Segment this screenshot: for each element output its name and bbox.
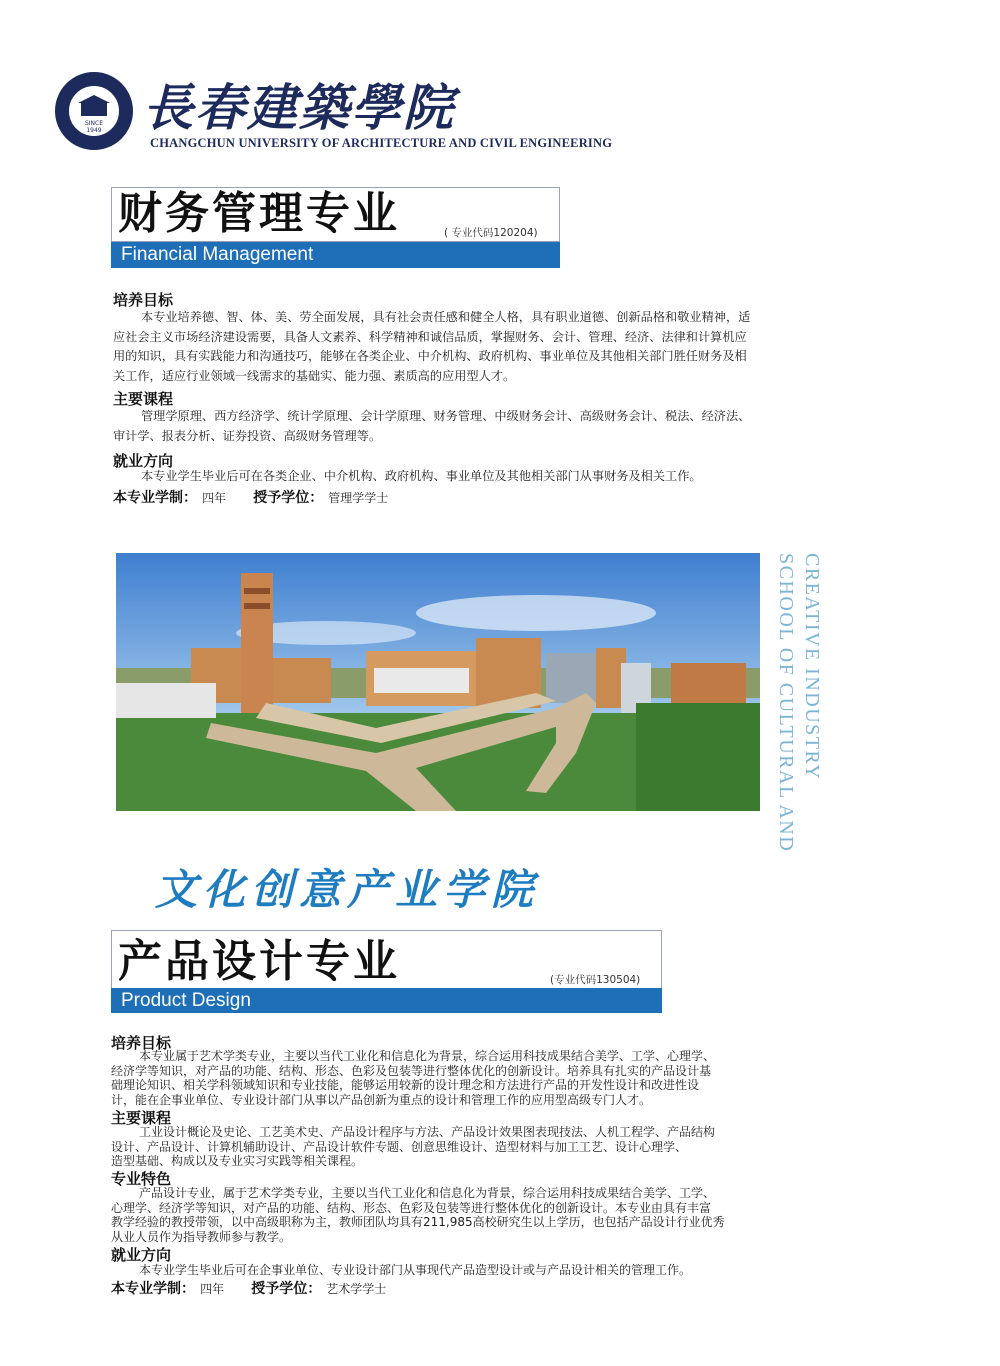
major2-career-text: 本专业学生毕业后可在企事业单位、专业设计部门从事现代产品造型设计或与产品设计相关的管理工作。 [139,1263,692,1277]
major1-goal-heading: 培养目标 [113,291,174,309]
major1-career-text: 本专业学生毕业后可在各类企业、中介机构、政府机构、事业单位及其他相关部门从事财务及相关工作。 [141,469,702,483]
major2-english-band: Product Design [111,988,662,1013]
major1-career-heading: 就业方向 [113,452,174,470]
university-name-cn: 長春建築學院 [143,78,455,137]
major1-degree-value: 管理学学士 [328,491,389,505]
university-seal [55,72,133,150]
major1-course-heading: 主要课程 [113,390,174,408]
major2-code: (专业代码130504) [550,974,641,986]
major2-title: 产品设计专业 [118,936,400,987]
major1-code: ( 专业代码120204) [444,227,538,239]
school-name-cn: 文化创意产业学院 [155,865,540,914]
major1-duration-value: 四年 [202,491,227,505]
campus-photo [116,553,760,811]
major2-goal-text: 本专业属于艺术学类专业，主要以当代工业化和信息化为背景，综合运用科技成果结合美学、工学、心理学、 经济学等知识，对产品的功能、结构、形态、色彩及包装等进行整体优化的创新设计。培养具有扎实的产品设计基 础理论知识、相关学科领域知识和专业技能，能够运用较新的设计理念和方法进行产品的开发性设计和改进性设 计，能在企事业单位、专业设计部门从事以产品创新为重点的设计和管理工作的应用型高级专门人才。 [111,1049,716,1107]
school-english-vertical [770,553,830,898]
school-english-line-1: SCHOOL OF CULTURAL AND [775,553,797,853]
major2-feature-heading: 专业特色 [111,1170,172,1188]
major1-course-text: 管理学原理、西方经济学、统计学原理、会计学原理、财务管理、中级财务会计、高级财务会计、税法、经济法、 审计学、报表分析、证券投资、高级财务管理等。 [113,409,751,443]
major2-degree-label: 授予学位： [251,1281,322,1297]
major2-course-text: 工业设计概论及史论、工艺美术史、产品设计程序与方法、产品设计效果图表现技法、人机工程学、产品结构 设计、产品设计、计算机辅助设计、产品设计软件专题、创意思维设计、造型材料与加工工艺、设计心理学、 造型基础、构成以及专业实习实践等相关课程。 [111,1125,716,1168]
major2-degree-value: 艺术学学士 [326,1282,387,1296]
major2-career-heading: 就业方向 [111,1246,172,1264]
major2-goal-heading: 培养目标 [111,1034,172,1052]
major1-degree-label: 授予学位： [253,490,324,506]
major2-duration-value: 四年 [200,1282,225,1296]
major2-feature-text: 产品设计专业，属于艺术学类专业，主要以当代工业化和信息化为背景，综合运用科技成果结合美学、工学、 心理学、经济学等知识，对产品的功能、结构、形态、色彩及包装等进行整体优化的创新设计。本专业由具有丰富 教学经验的教授带领，以中高级职称为主，教师团队均具有211,985高校研究生以上学历，也包括产品设计行业优秀 从业人员作为指导教师参与教学。 [111,1186,725,1244]
seal-text: SINCE 1949 [84,120,104,134]
major1-meta [113,487,388,507]
school-english-line-2: CREATIVE INDUSTRY [801,553,823,781]
university-name-en: CHANGCHUN UNIVERSITY OF ARCHITECTURE AND CIVIL ENGINEERING [150,136,613,150]
major2-course-heading: 主要课程 [111,1109,172,1127]
major1-title: 财务管理专业 [118,188,400,239]
major1-duration-label: 本专业学制： [113,490,197,506]
major1-goal-text: 本专业培养德、智、体、美、劳全面发展，具有社会责任感和健全人格，具有职业道德、创新品格和敬业精神，适 应社会主义市场经济建设需要，具备人文素养、科学精神和诚信品质，掌握财务、会计、管理、经济、法律和计算机应 用的知识，具有实践能力和沟通技巧，能够在各类企业、中介机构、政府机构、事业单位及其他相关部门胜任财务及相 关工作，适应行业领域一线需求的基础实、能力强、素质高的应用型人才。 [113,310,751,383]
major1-english-band: Financial Management [111,242,560,268]
major2-duration-label: 本专业学制： [111,1281,195,1297]
major2-meta [111,1278,386,1298]
